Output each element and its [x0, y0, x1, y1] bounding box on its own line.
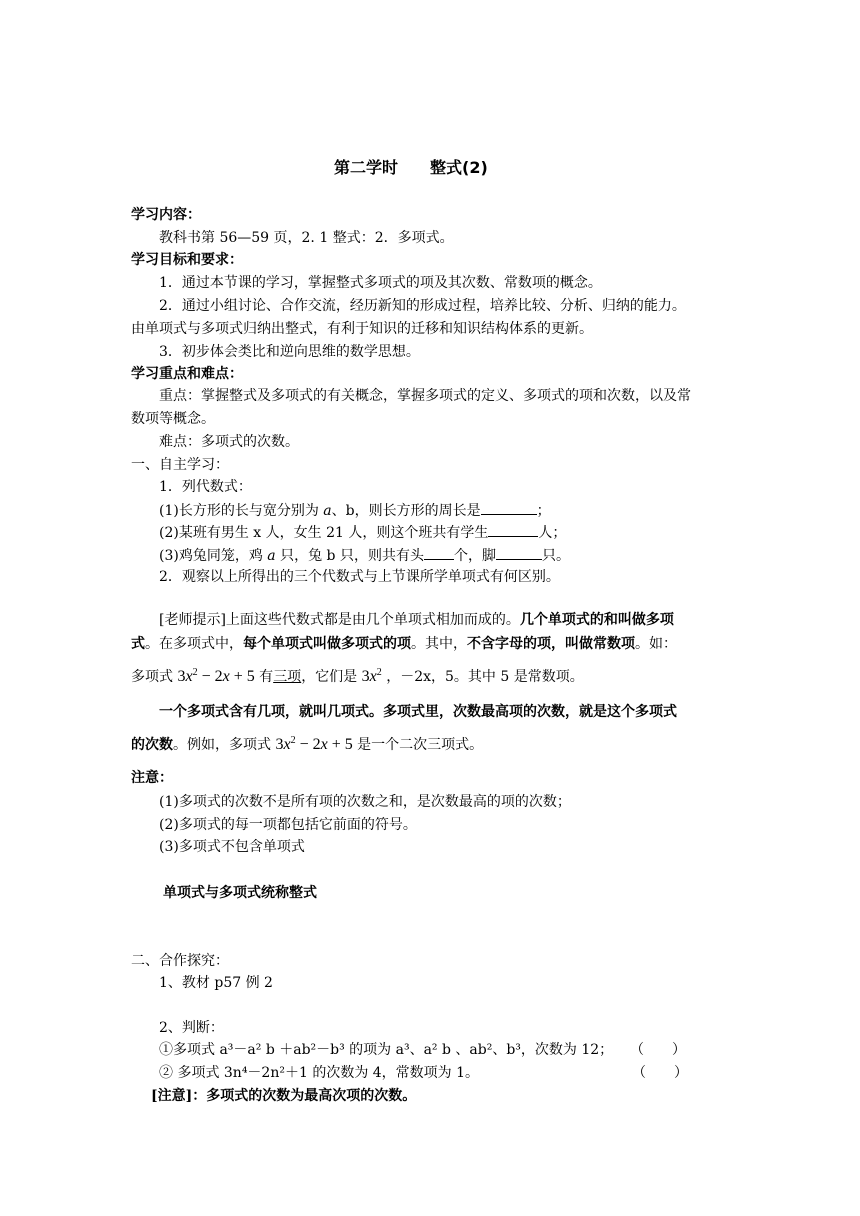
question-3 [159, 545, 570, 566]
q1-var-a: a [323, 503, 332, 519]
q1-post: ； [536, 503, 551, 519]
q3-pre: (3)鸡兔同笼，鸡 [159, 548, 268, 564]
note-2: (2)多项式的每一项都包括它前面的符号。 [159, 817, 417, 833]
definition-bold-2: 的次数 [131, 737, 173, 753]
q3-mid2: 个，脚 [453, 548, 496, 564]
self-study-1: 1．列代数式： [159, 479, 252, 495]
q3-blank-legs[interactable] [496, 545, 542, 560]
example-post: ，－2x，5。其中 5 是常数项。 [381, 669, 584, 685]
question-1 [159, 500, 551, 521]
hint-end: 。如： [635, 636, 677, 652]
goal-3: 3．初步体会类比和逆向思维的数学思想。 [159, 344, 420, 360]
content-text: 教科书第 56—59 页，2. 1 整式：2．多项式。 [159, 230, 454, 246]
q2-post: 人； [538, 525, 567, 541]
question-2 [159, 522, 566, 543]
goal-2b: 由单项式与多项式归纳出整式，有利于知识的迁移和知识结构体系的更新。 [131, 321, 593, 337]
self-study-2: 2．观察以上所得出的三个代数式与上节课所学单项式有何区别。 [159, 569, 560, 585]
final-note: [注意]：多项式的次数为最高次项的次数。 [151, 1088, 417, 1104]
q3-mid: 只，兔 b 只，则共有头 [275, 548, 424, 564]
note-1: (1)多项式的次数不是所有项的次数之和，是次数最高的项的次数； [159, 794, 571, 810]
hint-bold-1: 几个单项式的和叫做多项 [519, 612, 674, 628]
example-line [131, 666, 584, 688]
q1-mid: 、b，则长方形的周长是 [331, 503, 481, 519]
q3-var-a: a [267, 548, 276, 564]
example-mid-2: ，它们是 [301, 669, 362, 685]
coop-item-1: 1、教材 p57 例 2 [159, 975, 273, 991]
q3-blank-heads[interactable] [424, 545, 454, 560]
goal-1: 1．通过本节课的学习，掌握整式多项式的项及其次数、常数项的概念。 [159, 275, 602, 291]
q1-blank[interactable] [481, 500, 537, 515]
hint-bold-2: 每个单项式叫做多项式的项 [243, 636, 411, 652]
note-3: (3)多项式不包含单项式 [159, 839, 305, 855]
coop-item-2: 2、判断： [159, 1020, 224, 1036]
key-heading: 学习重点和难点： [131, 366, 243, 382]
judge-answer-2[interactable]: （ ） [632, 1065, 688, 1081]
polynomial-formula: $3x^2 - 2x + 5$ [177, 667, 255, 685]
term-formula: $3x^2$ [361, 667, 382, 685]
note-heading: 注意： [131, 770, 173, 786]
definition-mid: 。例如，多项式 [173, 737, 276, 753]
q2-blank[interactable] [488, 522, 538, 537]
hint-bold-3: 不含字母的项，叫做常数项 [467, 636, 635, 652]
judge-item-2: ② 多项式 3n⁴－2n²＋1 的次数为 4，常数项为 1。 [159, 1065, 480, 1081]
hint-bold-1b: 式 [131, 636, 145, 652]
page-title: 第二学时 整式(2) [334, 158, 488, 177]
self-study-heading: 一、自主学习： [131, 457, 229, 473]
difficulty: 难点：多项式的次数。 [159, 434, 299, 450]
definition-line2 [131, 734, 483, 756]
teacher-hint-line1 [159, 610, 674, 630]
hint-pre: [老师提示]上面这些代数式都是由几个单项式相加而成的。 [159, 612, 520, 628]
definition-formula: $3x^2 - 2x + 5$ [275, 735, 353, 753]
q3-post: 只。 [541, 548, 570, 564]
definition-line1: 一个多项式含有几项，就叫几项式。多项式里，次数最高项的次数，就是这个多项式 [159, 704, 677, 720]
coop-heading: 二、合作探究： [131, 953, 229, 969]
hint-mid: 。在多项式中， [145, 636, 243, 652]
summary-statement: 单项式与多项式统称整式 [163, 885, 317, 901]
example-pre: 多项式 [131, 669, 178, 685]
definition-post: 是一个二次三项式。 [352, 737, 484, 753]
q1-pre: (1)长方形的长与宽分别为 [159, 503, 324, 519]
example-mid: 有 [254, 669, 274, 685]
goal-2a: 2．通过小组讨论、合作交流，经历新知的形成过程，培养比较、分析、归纳的能力。 [159, 298, 686, 314]
goals-heading: 学习目标和要求： [131, 252, 243, 268]
q2-pre: (2)某班有男生 x 人，女生 21 人，则这个班共有学生 [159, 525, 489, 541]
key-point-b: 数项等概念。 [131, 411, 215, 427]
teacher-hint-line2 [131, 634, 677, 654]
judge-answer-1[interactable]: （ ） [630, 1042, 686, 1058]
judge-item-1: ①多项式 a³－a² b ＋ab²－b³ 的项为 a³、a² b 、ab²、b³，次数为 12； [159, 1042, 614, 1058]
content-heading: 学习内容： [131, 207, 201, 223]
three-terms-underlined: 三项 [273, 669, 302, 685]
hint-mid-2: 。其中， [411, 636, 467, 652]
key-point-a: 重点：掌握整式及多项式的有关概念，掌握多项式的定义、多项式的项和次数，以及常 [159, 388, 691, 404]
